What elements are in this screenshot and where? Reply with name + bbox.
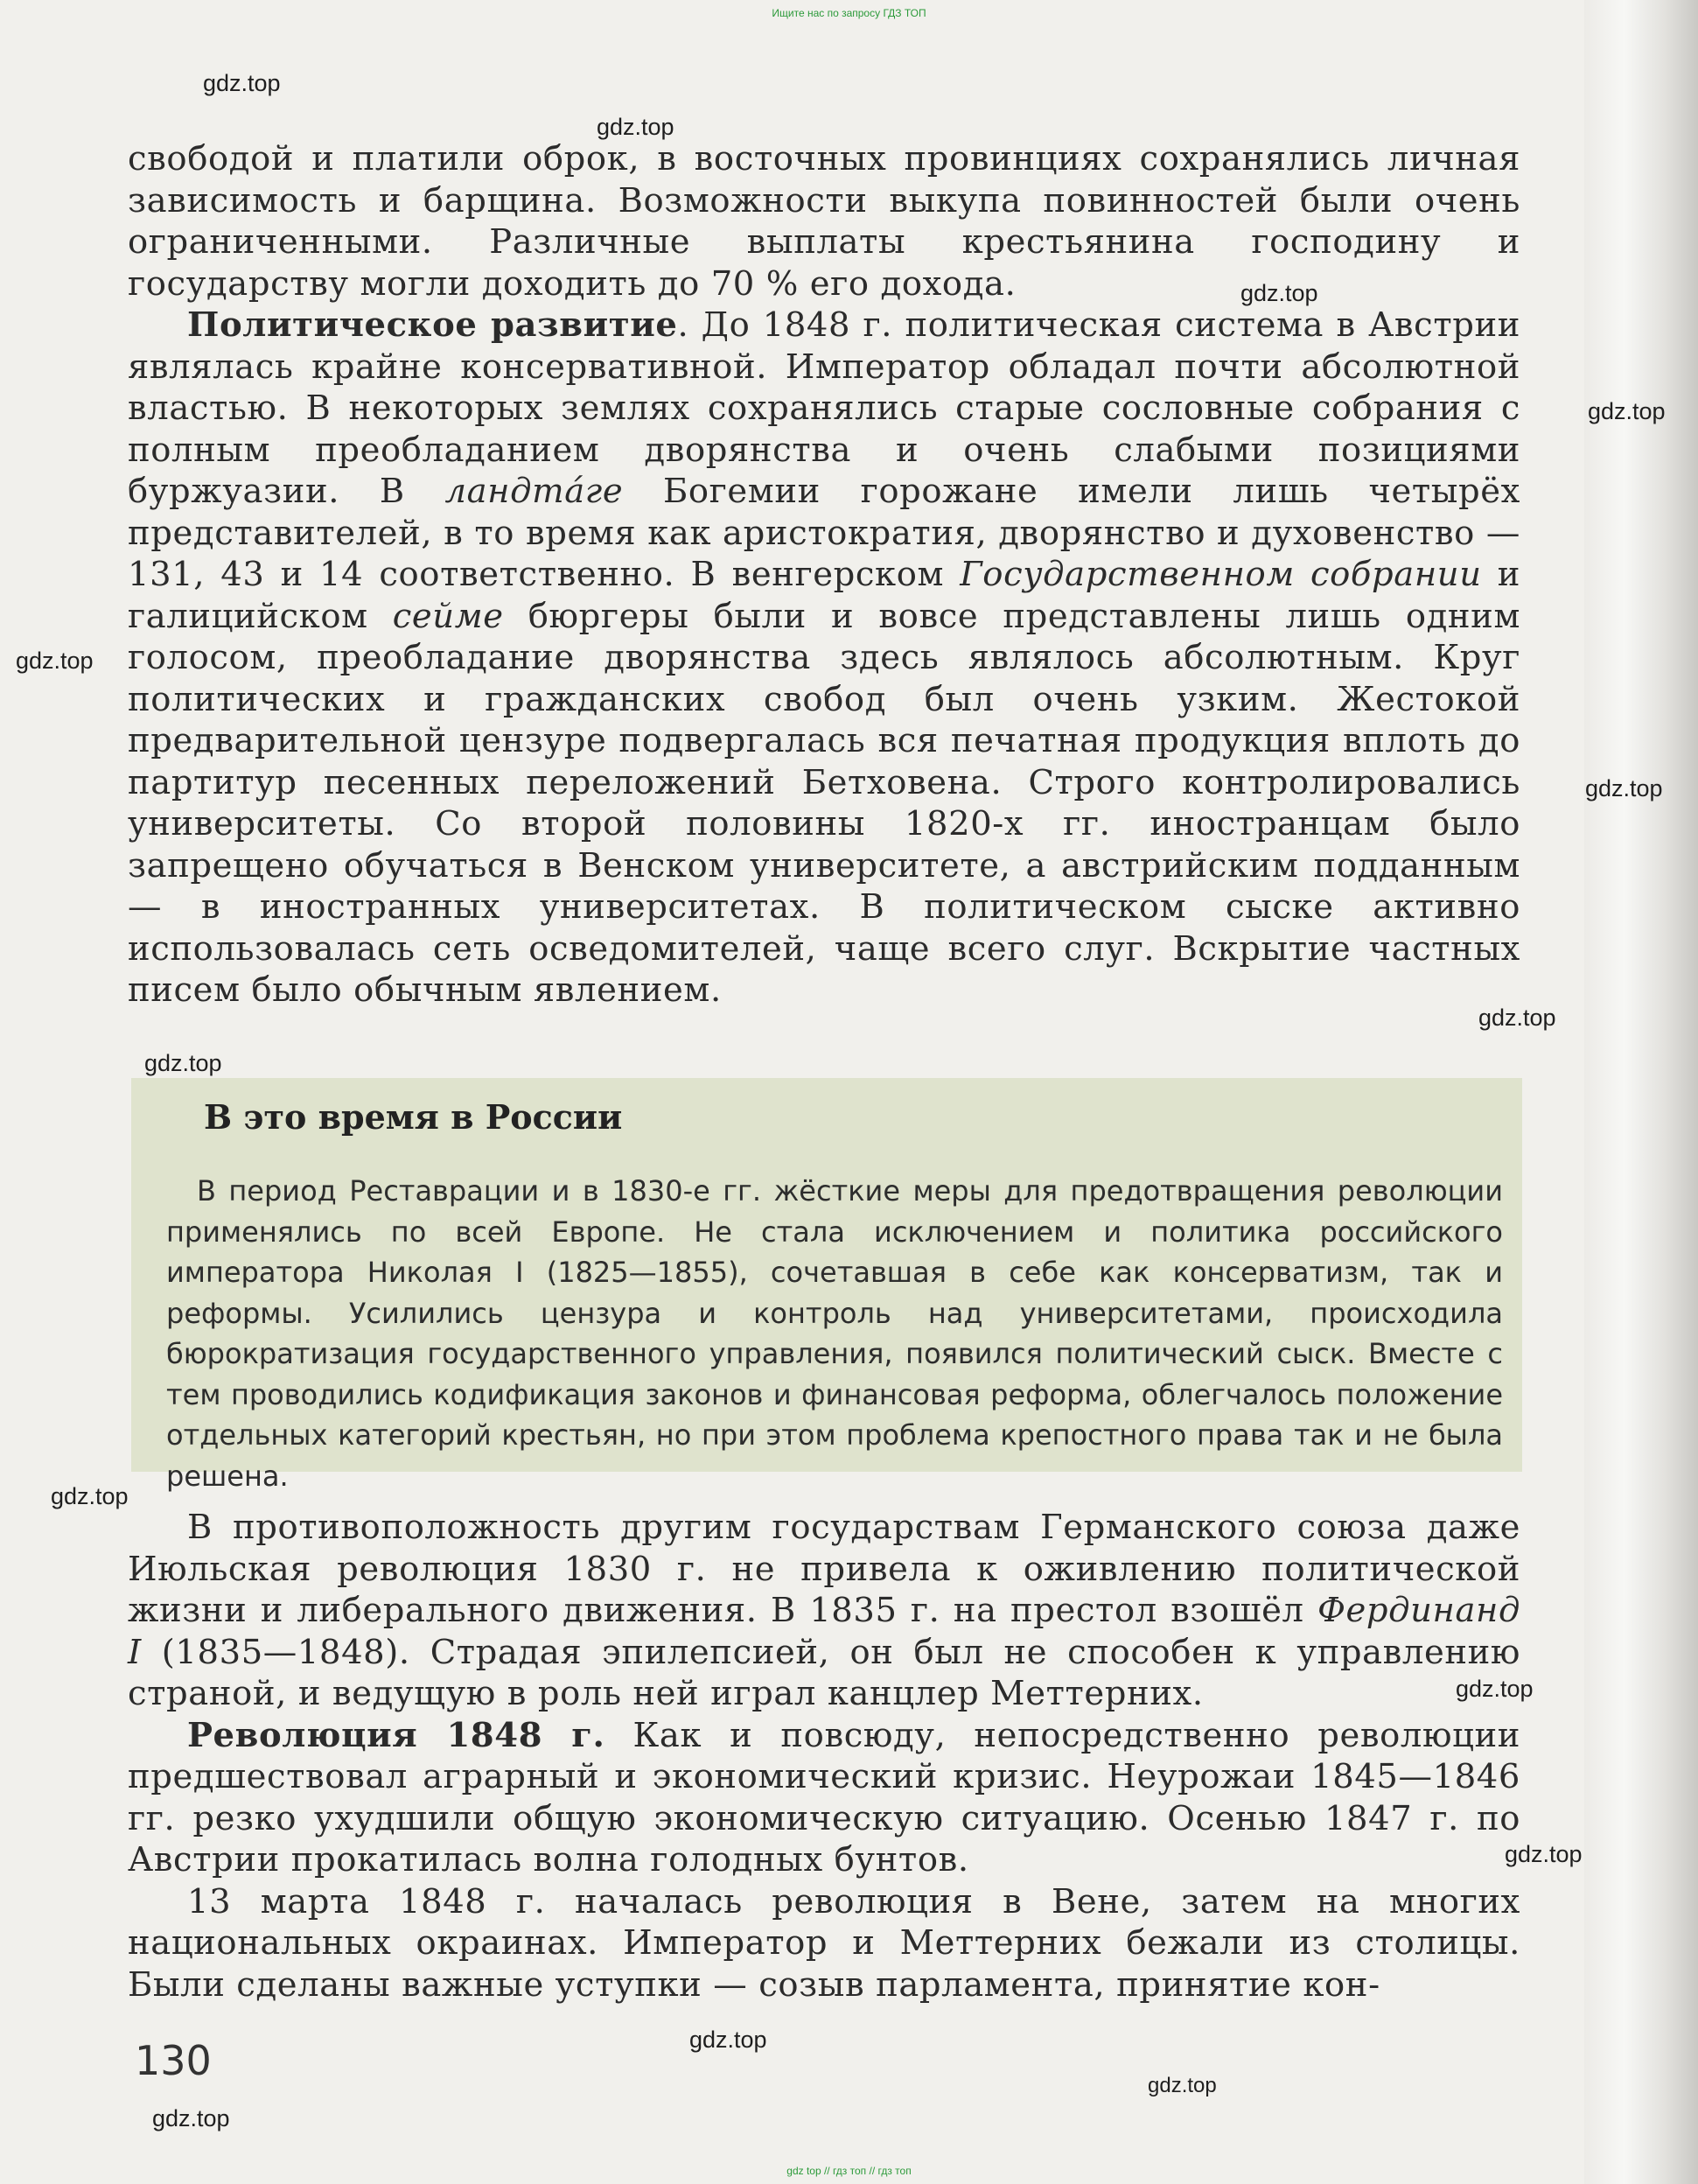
watermark: gdz.top xyxy=(1478,1004,1556,1031)
watermark: gdz.top xyxy=(1456,1676,1534,1702)
text-run: (1835—1848). Страдая эпилепсией, он был не способен к управлению страной, и ведущую в роль ней играл канцлер Меттерних. xyxy=(128,1632,1520,1713)
top-notice: Ищите нас по запросу ГДЗ ТОП xyxy=(772,7,926,19)
watermark: gdz.top xyxy=(1505,1841,1583,1867)
text-run: . До 1848 г. политическая система в Австрии являлась крайне консервативной. Император обладал почти абсолютной властью. В некоторых землях сохранялись старые сословные собрания с полным преобладанием дворянства и очень слабыми позициями буржуазии. В xyxy=(128,305,1520,511)
watermark: gdz.top xyxy=(689,2026,767,2053)
body-text-upper xyxy=(128,138,1520,1012)
watermark: gdz.top xyxy=(1240,280,1318,306)
paragraph xyxy=(128,1507,1520,1715)
term: Фердинанд I xyxy=(128,1591,1520,1672)
watermark: gdz.top xyxy=(144,1050,222,1076)
watermark: gdz.top xyxy=(1588,398,1666,424)
text-run: В противоположность другим государствам Германского союза даже Июльская революция 1830 г. не привела к оживлению политической жизни и либерального движения. В 1835 г. на престол взошёл xyxy=(128,1508,1520,1630)
watermark: gdz.top xyxy=(16,648,94,674)
text-run: бюргеры были и вовсе представлены лишь одним голосом, преобладание дворянства здесь являлось абсолютным. Круг политических и гражданских свобод был очень узким. Жестокой предварительной цензуре подвергалась вся печатная продукция вплоть до партитур песенных переложений Бетховена. Строго контролировались университеты. Со второй половины 1820-х гг. иностранцам было запрещено обучаться в Венском университете, а австрийским подданным — в иностранных университетах. В политическом сыске активно использовалась сеть осведомителей, чаще всего слуг. Вскрытие частных писем было обычным явлением. xyxy=(128,596,1520,1010)
paragraph-revolution-1848 xyxy=(128,1715,1520,1881)
term: сейме xyxy=(392,596,504,636)
term: Государственном собрании xyxy=(960,555,1482,594)
paragraph-political-development xyxy=(128,304,1520,1012)
text-run: Как и повсюду, непосредственно революции предшествовал аграрный и экономический кризис. Неурожаи 1845—1846 гг. резко ухудшили общую экономическую ситуацию. Осенью 1847 г. по Австрии прокатилась волна голодных бунтов. xyxy=(128,1715,1520,1880)
paragraph: свободой и платили оброк, в восточных провинциях сохранялись личная зависимость и барщина. Возможности выкупа повинностей были очень ограниченными. Различные выплаты крестьянина господину и государству могли доходить до 70 % его дохода. xyxy=(128,139,1520,304)
watermark: gdz.top xyxy=(152,2105,230,2132)
section-heading: Революция 1848 г. xyxy=(187,1715,605,1755)
watermark: gdz.top xyxy=(51,1483,129,1509)
sidebar-box-russia xyxy=(131,1078,1522,1493)
watermark: gdz.top xyxy=(597,114,674,140)
sidebar-box-title: В это время в России xyxy=(204,1097,623,1137)
body-text-lower xyxy=(128,1507,1520,2006)
paragraph: 13 марта 1848 г. началась революция в Вене, затем на многих национальных окраинах. Император и Меттерних бежали из столицы. Были сделаны важные уступки — созыв парламента, принятие кон- xyxy=(128,1881,1520,2005)
page-gutter-shadow xyxy=(1584,0,1698,2184)
watermark: gdz.top xyxy=(203,70,281,96)
sidebar-box-text xyxy=(166,1171,1503,1496)
section-heading: Политическое развитие xyxy=(187,305,678,345)
text-run: Богемии горожане имели лишь четырёх представителей, в то время как аристократия, дворянство и духовенство — 131, 43 и 14 соответственно. В венгерском xyxy=(128,472,1520,594)
term: ландтáге xyxy=(444,472,624,511)
sidebar-paragraph: В период Реставрации и в 1830-е гг. жёсткие меры для предотвращения революции применялись по всей Европе. Не стала исключением и политика российского императора Николая I (1825—1855), сочетавшая в себе как консерватизм, так и реформы. Усилились цензура и контроль над университетами, происходила бюрократизация государственного управления, появился политический сыск. Вместе с тем проводились кодификация законов и финансовая реформа, облегчалось положение отдельных категорий крестьян, но при этом проблема крепостного права так и не была решена. xyxy=(166,1174,1503,1493)
watermark: gdz.top xyxy=(1585,775,1663,802)
bottom-notice: gdz top // гдз топ // гдз топ xyxy=(786,2165,912,2177)
page-number: 130 xyxy=(135,2037,212,2084)
watermark: gdz.top xyxy=(1148,2074,1217,2097)
text-run: и галицийском xyxy=(128,555,1521,636)
